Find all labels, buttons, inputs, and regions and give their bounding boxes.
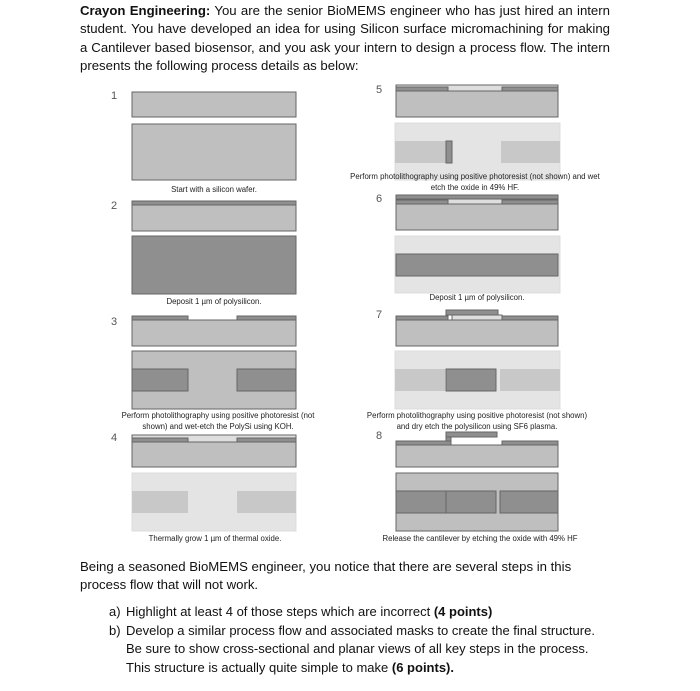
intro-text: You are the senior BioMEMS engineer who has just hired an intern student. You have developed an idea for using Silicon surface micromachining for making a Cantilever based biosensor, and you ask your intern to design a process flow. The intern presents the following process details as below: — [80, 3, 610, 73]
polysilicon-layer — [132, 201, 296, 205]
substrate-cross-section — [396, 445, 558, 467]
polysilicon-left — [396, 200, 448, 204]
question-label: a) — [109, 604, 121, 619]
planar-poly-right — [237, 491, 296, 513]
step-number: 1 — [111, 90, 118, 102]
step-4-diagram — [132, 435, 296, 531]
polysilicon-left — [396, 316, 448, 320]
substrate-cross-section — [396, 320, 558, 346]
step-number: 6 — [376, 193, 383, 205]
planar-view — [132, 124, 296, 180]
planar-poly-right — [501, 141, 560, 163]
polysilicon-left — [132, 438, 188, 442]
question-text: Develop a similar process flow and associated masks to create the final structure. Be sure to show cross-sectional and planar views of all key steps in the process. This structure is actually quite simple to make — [126, 623, 595, 675]
planar-poly-left — [132, 491, 188, 513]
step-number: 5 — [376, 84, 383, 96]
step-caption: Deposit 1 µm of polysilicon. — [166, 297, 262, 306]
step-number: 7 — [376, 309, 383, 321]
question-points: (4 points) — [433, 604, 493, 619]
polysilicon-right — [237, 438, 296, 442]
step-caption: Release the cantilever by etching the oxide with 49% HF — [382, 534, 578, 543]
step-number: 4 — [111, 432, 118, 444]
step-6-diagram — [395, 195, 560, 293]
step-number: 2 — [111, 200, 118, 212]
planar-poly-right — [500, 491, 558, 513]
step-caption: Start with a silicon wafer. — [171, 185, 257, 194]
company-name: Crayon Engineering: — [80, 3, 211, 18]
step-number: 3 — [111, 316, 118, 328]
anchor-opening — [446, 141, 452, 163]
step-8-diagram — [396, 432, 558, 531]
planar-poly-left — [132, 369, 188, 391]
outro-paragraph: Being a seasoned BioMEMS engineer, you notice that there are several steps in this process flow that will not work. — [80, 559, 572, 593]
question-b — [109, 622, 599, 677]
planar-poly-right — [237, 369, 296, 391]
polysilicon-right — [237, 316, 296, 320]
step-3-diagram — [132, 316, 296, 409]
step-2-diagram — [132, 201, 296, 294]
step-1-diagram — [132, 92, 296, 180]
planar-poly-left — [395, 141, 447, 163]
step-caption: Perform photolithography using positive photoresist (not shown) and dry etch the polysilicon using SF6 plasma. — [366, 411, 588, 431]
question-label: b) — [109, 623, 121, 638]
step-number: 8 — [376, 430, 383, 442]
polysilicon-left — [396, 87, 448, 91]
planar-cantilever — [446, 491, 496, 513]
question-a — [109, 603, 492, 621]
planar-view — [132, 236, 296, 294]
step-caption: Thermally grow 1 µm of thermal oxide. — [148, 534, 282, 543]
step-caption: Perform photolithography using positive photoresist (not shown) and wet etch the oxide in 49% HF. — [350, 172, 600, 192]
step-caption: Deposit 1 µm of polysilicon. — [429, 293, 525, 302]
substrate-cross-section — [132, 92, 296, 117]
polysilicon-right — [502, 441, 558, 445]
substrate-cross-section — [396, 91, 558, 117]
cantilever-poly — [446, 432, 497, 437]
polysilicon-top-layer — [396, 195, 558, 199]
planar-cantilever — [446, 369, 496, 391]
cantilever-poly — [446, 310, 498, 315]
polysilicon-left — [132, 316, 188, 320]
polysilicon-right — [502, 87, 558, 91]
substrate-cross-section — [132, 320, 296, 346]
planar-poly — [396, 254, 558, 276]
step-5-diagram — [395, 85, 560, 180]
oxide-layer — [452, 315, 502, 320]
substrate-cross-section — [132, 205, 296, 231]
polysilicon-right — [502, 316, 558, 320]
polysilicon-right — [502, 200, 558, 204]
step-7-diagram — [395, 310, 560, 409]
question-text: Highlight at least 4 of those steps which are incorrect — [126, 604, 434, 619]
question-points: (6 points). — [391, 659, 454, 675]
planar-poly-left — [395, 369, 445, 391]
substrate-cross-section — [132, 442, 296, 467]
substrate-cross-section — [396, 204, 558, 230]
step-caption: Perform photolithography using positive photoresist (not shown) and wet-etch the PolySi using KOH. — [121, 411, 315, 431]
polysilicon-left — [396, 441, 451, 445]
planar-poly-right — [500, 369, 560, 391]
planar-poly-left — [396, 491, 446, 513]
